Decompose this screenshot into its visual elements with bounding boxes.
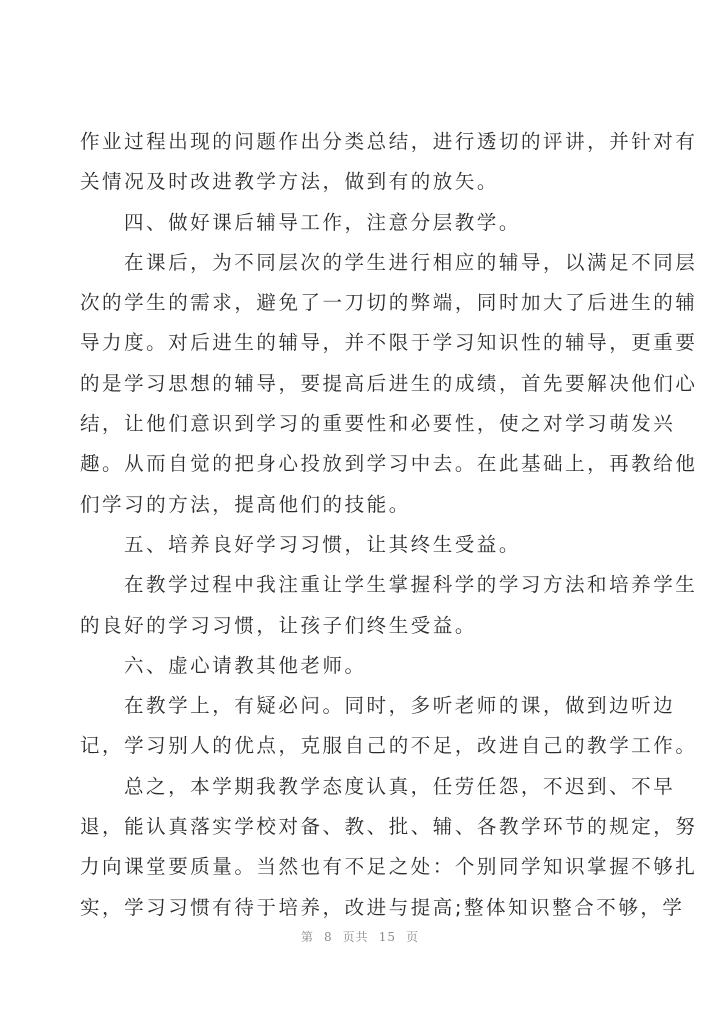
text-line: 在教学上，有疑必问。同时，多听老师的课，做到边听边: [124, 694, 676, 718]
section-heading-6: 六、虚心请教其他老师。: [124, 653, 367, 677]
text-line: 退，能认真落实学校对备、教、批、辅、各教学环节的规定，努: [80, 815, 698, 839]
footer-prefix: 第: [301, 930, 315, 944]
text-line: 的良好的学习习惯，让孩子们终生受益。: [80, 613, 477, 637]
text-line: 结，让他们意识到学习的重要性和必要性，使之对学习萌发兴: [80, 412, 676, 436]
document-body: [80, 122, 698, 928]
text-line: 作业过程出现的问题作出分类总结，进行透切的评讲，并针对有: [80, 130, 698, 153]
section-heading-5: 五、培养良好学习习惯，让其终生受益。: [124, 532, 521, 556]
footer-mid: 页共: [342, 930, 369, 944]
text-line: 的是学习思想的辅导，要提高后进生的成绩，首先要解决他们心: [80, 371, 698, 395]
total-pages-number: 15: [378, 930, 396, 944]
text-line: 记，学习别人的优点，克服自己的不足，改进自己的教学工作。: [80, 734, 698, 758]
text-line: 关情况及时改进教学方法，做到有的放矢。: [80, 170, 499, 194]
footer-suffix: 页: [405, 930, 419, 944]
text-line: 在教学过程中我注重让学生掌握科学的学习方法和培养学生: [124, 573, 698, 597]
text-line: 们学习的方法，提高他们的技能。: [80, 492, 411, 516]
section-heading-4: 四、做好课后辅导工作，注意分层教学。: [124, 210, 521, 234]
text-line: 趣。从而自觉的把身心投放到学习中去。在此基础上，再教给他: [80, 452, 698, 476]
text-line: 实，学习习惯有待于培养，改进与提高;整体知识整合不够，学: [80, 895, 685, 919]
text-line: 力向课堂要质量。当然也有不足之处：个别同学知识掌握不够扎: [80, 855, 698, 879]
current-page-number: 8: [324, 930, 333, 944]
text-line: 导力度。对后进生的辅导，并不限于学习知识性的辅导，更重要: [80, 331, 698, 355]
text-line: 在课后，为不同层次的学生进行相应的辅导，以满足不同层: [124, 250, 698, 274]
page-footer: [0, 928, 720, 945]
summary-paragraph-start: 总之，本学期我教学态度认真，任劳任怨，不迟到、不早: [124, 774, 676, 798]
text-line: 次的学生的需求，避免了一刀切的弊端，同时加大了后进生的辅: [80, 291, 698, 315]
